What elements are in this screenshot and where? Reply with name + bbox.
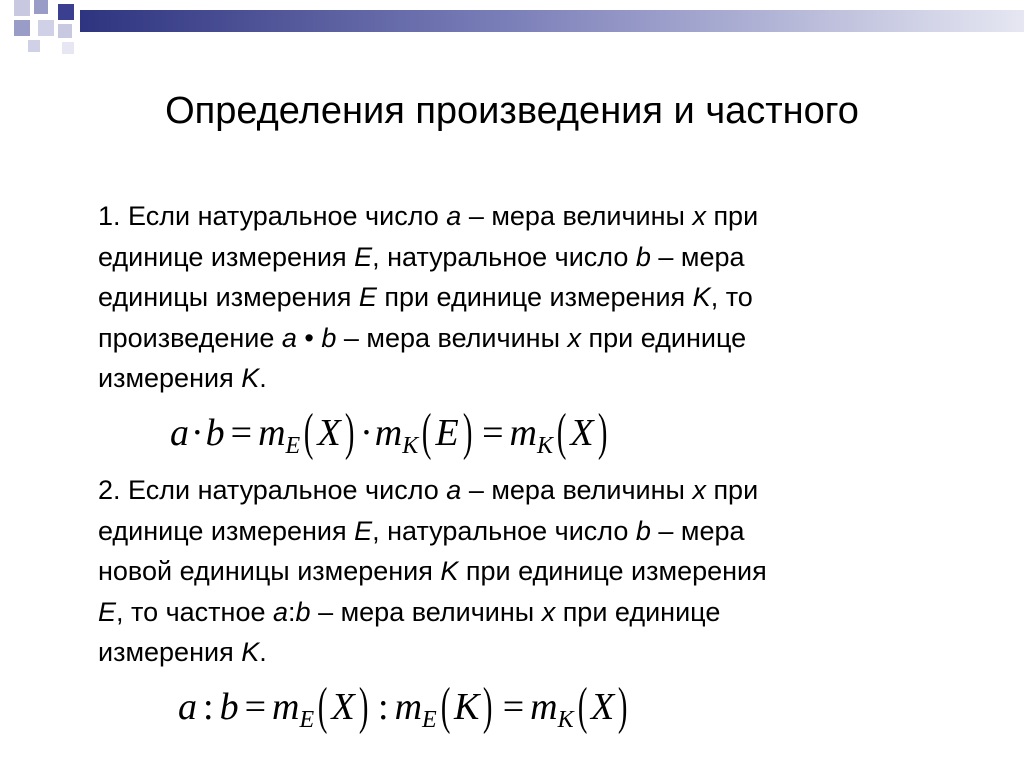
text-line: [98, 511, 958, 552]
text-run: произведение: [98, 322, 282, 353]
slide-title: Определения произведения и частного: [165, 90, 859, 132]
text-run: , то: [710, 282, 753, 312]
text-run: при единице измерения: [376, 282, 693, 312]
formula-product: $a\cdot b = m_E$( $X) \cdot m_K$( $E) = m_K$( X): [170, 404, 607, 461]
formula-symbol: b: [219, 686, 239, 728]
deco-square: [28, 40, 40, 52]
text-run: при единице: [555, 596, 721, 627]
formula-operator: =: [502, 686, 525, 728]
var-a: a: [446, 201, 462, 231]
formula-symbol: b: [205, 412, 225, 454]
text-run: .: [259, 637, 267, 667]
text-run: – мера величины: [461, 201, 693, 231]
text-run: при: [705, 475, 759, 505]
text-run: .: [259, 363, 267, 393]
deco-square: [58, 24, 72, 38]
deco-square: [62, 42, 74, 54]
formula-symbol: X: [317, 412, 341, 454]
text-line: [98, 358, 958, 399]
formula-operator: ·: [360, 412, 373, 454]
formula-symbol: m: [374, 412, 403, 454]
formula-symbol: a: [170, 412, 189, 454]
text-run: 2. Если натуральное число: [98, 475, 447, 505]
text-run: – мера: [650, 241, 745, 272]
var-b: b: [321, 322, 337, 353]
text-line: [98, 551, 958, 592]
deco-square: [14, 20, 30, 36]
formula-operator: :: [203, 686, 214, 728]
var-a: a: [446, 475, 462, 505]
text-line: [98, 196, 958, 237]
text-run: – мера величины: [336, 322, 568, 353]
formula-quotient: a : $b = m_E$( X) : $m_E$( $K) = m_K$( X): [178, 678, 628, 735]
var-e: E: [358, 282, 377, 312]
formula-operator: :: [378, 686, 389, 728]
var-k: K: [692, 282, 711, 312]
text-run: при: [705, 201, 759, 231]
formula-subscript: K: [557, 707, 574, 733]
text-line: [98, 277, 958, 318]
deco-square: [34, 0, 48, 14]
formula-subscript: K: [402, 433, 419, 459]
formula-symbol: X: [590, 686, 615, 728]
header-decoration: [0, 0, 1024, 60]
formula-operator: ·: [191, 412, 204, 454]
formula-symbol: m: [509, 412, 537, 454]
text-run: 1. Если натуральное число: [98, 201, 447, 231]
formula-subscript: E: [422, 707, 437, 733]
formula-operator: =: [482, 412, 504, 454]
var-x: x: [692, 475, 706, 505]
var-e: E: [98, 596, 117, 627]
var-e: E: [354, 515, 373, 546]
formula-subscript: E: [299, 707, 315, 733]
definition-quotient: [98, 470, 958, 673]
formula-operator: =: [230, 412, 253, 454]
text-run: единицы измерения: [98, 282, 359, 312]
text-line: [98, 632, 958, 673]
text-run: новой единицы измерения: [98, 556, 441, 586]
formula-operator: =: [244, 686, 266, 728]
text-run: – мера величины: [461, 475, 693, 505]
text-line: [98, 318, 958, 359]
formula-symbol: m: [530, 686, 558, 728]
var-a: a: [273, 596, 289, 627]
text-run: при единице измерения: [458, 556, 767, 586]
deco-square: [38, 20, 54, 36]
var-b: b: [635, 241, 651, 272]
header-gradient-bar: [80, 10, 1024, 32]
var-k: K: [241, 637, 260, 667]
text-run: – мера величины: [310, 596, 542, 627]
var-x: x: [692, 201, 706, 231]
var-a: a: [281, 322, 297, 353]
formula-subscript: E: [285, 433, 301, 459]
var-b: b: [635, 515, 651, 546]
formula-symbol: m: [272, 686, 300, 728]
text-run: измерения: [98, 637, 242, 667]
var-k: K: [440, 556, 459, 586]
formula-subscript: K: [536, 433, 553, 459]
text-run: измерения: [98, 363, 242, 393]
var-k: K: [241, 363, 260, 393]
formula-symbol: m: [394, 686, 423, 728]
text-run: при единице: [581, 322, 747, 353]
deco-square: [14, 0, 30, 16]
text-run: единице измерения: [98, 241, 355, 272]
text-line: [98, 470, 958, 511]
deco-square: [58, 4, 74, 20]
text-run: единице измерения: [98, 515, 355, 546]
text-run: •: [296, 322, 322, 353]
formula-symbol: a: [178, 686, 197, 728]
formula-symbol: K: [454, 686, 480, 728]
var-e: E: [354, 241, 373, 272]
text-line: [98, 592, 958, 633]
text-run: , то частное: [116, 596, 273, 627]
var-b: b: [295, 596, 311, 627]
var-x: x: [567, 322, 581, 353]
formula-symbol: X: [331, 686, 355, 728]
text-run: , натуральное число: [372, 515, 636, 546]
text-line: [98, 237, 958, 278]
text-run: , натуральное число: [372, 241, 636, 272]
definition-product: [98, 196, 958, 399]
text-run: – мера: [650, 515, 745, 546]
var-x: x: [541, 596, 556, 627]
formula-symbol: E: [435, 412, 459, 454]
formula-symbol: m: [258, 412, 286, 454]
text-run: :: [288, 596, 296, 627]
formula-symbol: X: [570, 412, 594, 454]
